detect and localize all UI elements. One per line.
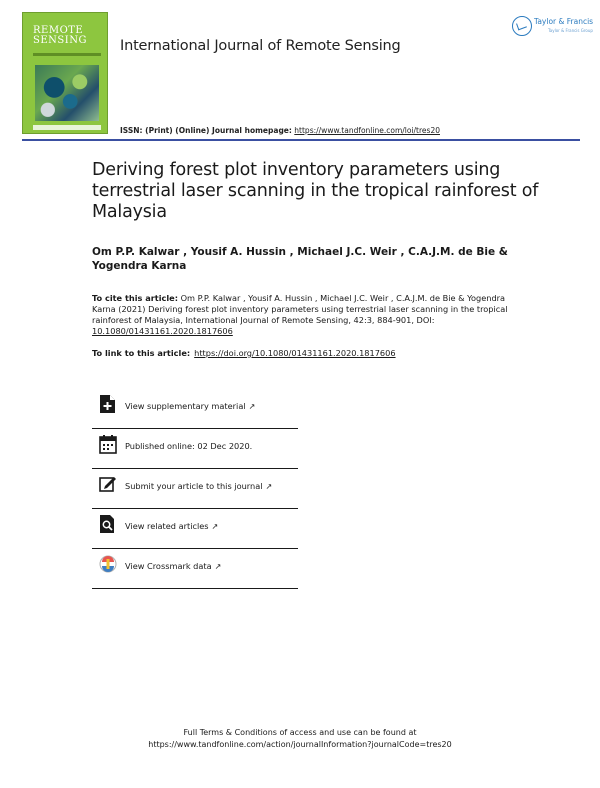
article-title: Deriving forest plot inventory parameters using terrestrial laser scanning in the tropical rainforest of Malaysia	[92, 160, 539, 222]
journal-homepage-link[interactable]: https://www.tandfonline.com/loi/tres20	[294, 126, 440, 135]
publisher-logo-sub: Taylor & Francis Group	[548, 28, 593, 33]
publisher-logo-icon	[512, 16, 532, 36]
action-label: View supplementary material	[125, 401, 246, 411]
action-related-articles[interactable]	[92, 509, 298, 549]
article-link-line	[92, 348, 396, 358]
article-doi-link[interactable]: https://doi.org/10.1080/01431161.2020.1817606	[194, 348, 396, 358]
citation-block	[92, 293, 522, 337]
header-divider	[22, 139, 580, 141]
terms-footer	[0, 727, 600, 751]
journal-cover[interactable]	[22, 12, 108, 134]
cover-title: REMOTE SENSING	[33, 25, 87, 46]
journal-title[interactable]: International Journal of Remote Sensing	[120, 38, 401, 54]
external-link-icon: ↗	[211, 522, 219, 531]
link-label: To link to this article:	[92, 348, 191, 358]
action-published-online	[92, 429, 298, 469]
crossmark-icon	[99, 554, 117, 574]
action-submit-article[interactable]	[92, 469, 298, 509]
cover-footer	[33, 125, 101, 130]
external-link-icon: ↗	[214, 562, 222, 571]
issn-label: ISSN: (Print) (Online) Journal homepage:	[120, 126, 292, 135]
article-actions	[92, 389, 298, 589]
footer-terms-link[interactable]: https://www.tandfonline.com/action/journalInformation?journalCode=tres20	[148, 740, 452, 749]
article-authors: Om P.P. Kalwar , Yousif A. Hussin , Michael J.C. Weir , C.A.J.M. de Bie & Yogendra Karna	[92, 246, 508, 272]
calendar-icon	[99, 434, 117, 454]
external-link-icon: ↗	[248, 402, 256, 411]
cite-label: To cite this article:	[92, 293, 178, 303]
cover-strip	[33, 53, 101, 56]
action-crossmark[interactable]	[92, 549, 298, 589]
publisher-logo	[512, 14, 594, 40]
action-label: Submit your article to this journal	[125, 481, 263, 491]
action-label: View related articles	[125, 521, 209, 531]
cite-doi-link[interactable]: 10.1080/01431161.2020.1817606	[92, 326, 233, 336]
publisher-logo-name: Taylor & Francis	[534, 17, 594, 26]
action-label: Published online: 02 Dec 2020.	[125, 441, 253, 451]
footer-line-1: Full Terms & Conditions of access and use can be found at	[183, 728, 417, 737]
supplementary-icon	[99, 394, 117, 414]
action-label: View Crossmark data	[125, 561, 212, 571]
action-view-supplementary[interactable]	[92, 389, 298, 429]
related-articles-icon	[99, 514, 117, 534]
edit-icon	[99, 474, 117, 494]
cover-image	[35, 65, 99, 121]
issn-line	[120, 126, 440, 135]
cite-text: Om P.P. Kalwar , Yousif A. Hussin , Michael J.C. Weir , C.A.J.M. de Bie & Yogendra Karna (2021) Deriving forest plot inventory parameters using terrestrial laser scanning in the tropical rainforest of Malaysia, International Journal of Remote Sensing, 42:3, 884-901, DOI:	[92, 293, 508, 325]
external-link-icon: ↗	[265, 482, 273, 491]
